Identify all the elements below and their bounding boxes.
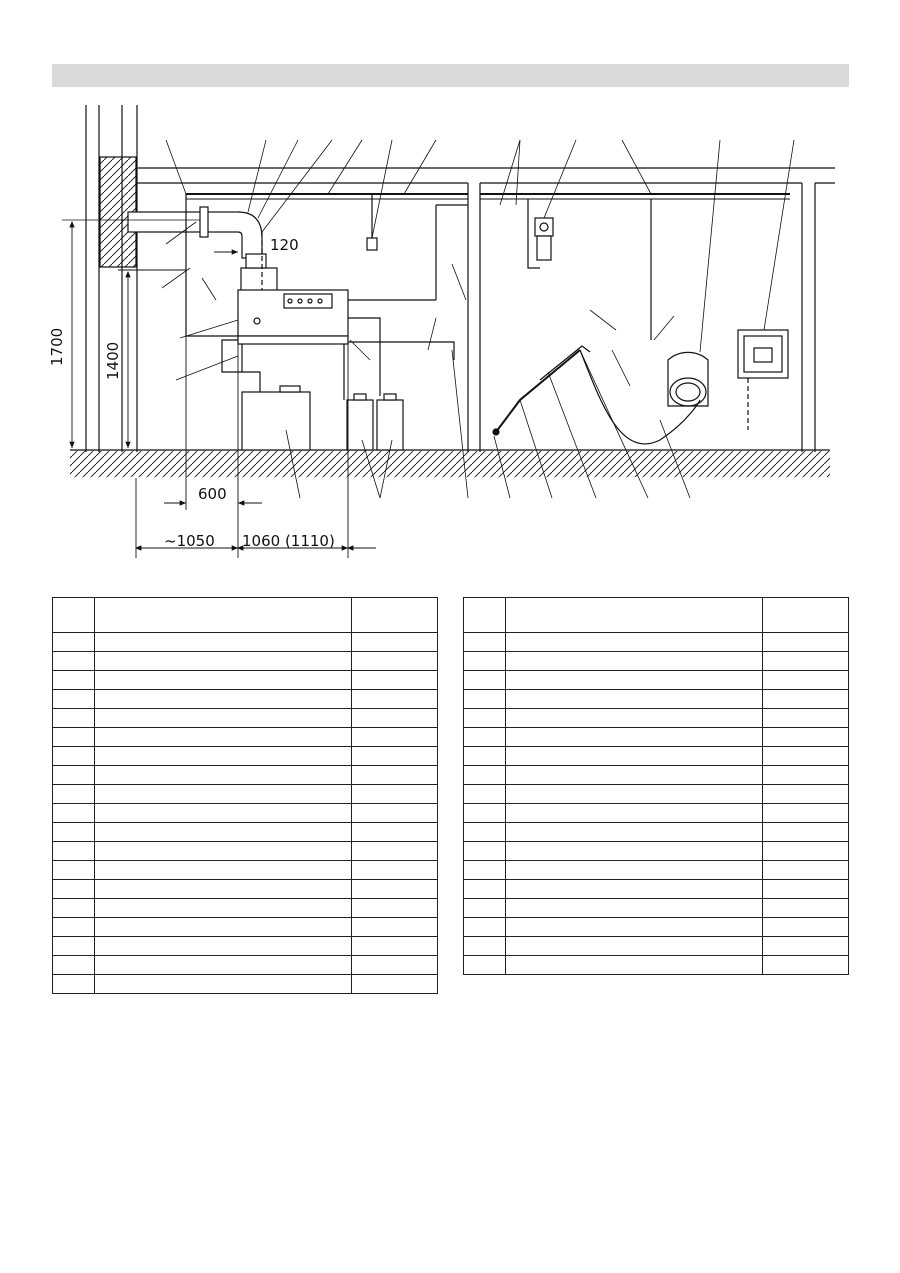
table-cell-num (464, 785, 506, 804)
table-cell-desc (506, 785, 763, 804)
main-unit (186, 270, 454, 400)
table-cell-num (464, 728, 506, 747)
table-cell-desc (95, 652, 352, 671)
table-row (464, 690, 849, 709)
table-cell-num (53, 728, 95, 747)
control-box-right (738, 330, 788, 430)
table-cell-qty (762, 804, 848, 823)
table-cell-num (53, 899, 95, 918)
dim-600: 600 (198, 485, 227, 503)
table-cell-num (53, 956, 95, 975)
table-cell-qty (351, 785, 437, 804)
table-cell-num (53, 804, 95, 823)
table-row (53, 899, 438, 918)
dim-120: 120 (270, 236, 299, 254)
building-walls (86, 105, 835, 452)
table-row (53, 747, 438, 766)
table-cell-qty (762, 823, 848, 842)
table-cell-num (53, 747, 95, 766)
table-cell-qty (762, 918, 848, 937)
table-cell-num (53, 975, 95, 994)
table-cell-num (53, 937, 95, 956)
table-cell-qty (351, 652, 437, 671)
table-cell-qty (351, 709, 437, 728)
table-cell-qty (351, 823, 437, 842)
table-cell-desc (95, 804, 352, 823)
table-cell-num (464, 804, 506, 823)
table-cell-desc (95, 956, 352, 975)
table-cell-num (53, 823, 95, 842)
table-row (464, 652, 849, 671)
table-cell-desc (95, 918, 352, 937)
table-row (53, 690, 438, 709)
table-cell-num (464, 956, 506, 975)
installation-drawing (0, 0, 900, 590)
table-row (53, 937, 438, 956)
table-row (464, 861, 849, 880)
table-cell-num (464, 766, 506, 785)
table-header-row (53, 598, 438, 633)
header-cell-qty (762, 598, 848, 633)
table-cell-desc (506, 633, 763, 652)
table-cell-desc (506, 918, 763, 937)
dim-1060: 1060 (1110) (242, 532, 335, 550)
table-cell-qty (762, 899, 848, 918)
hose-reel-left (668, 352, 708, 406)
table-cell-desc (506, 861, 763, 880)
table-cell-num (464, 918, 506, 937)
table-cell-num (53, 652, 95, 671)
table-cell-desc (506, 766, 763, 785)
table-cell-qty (762, 747, 848, 766)
table-cell-num (53, 633, 95, 652)
dim-1700: 1700 (48, 327, 66, 366)
table-row (464, 937, 849, 956)
table-cell-qty (762, 766, 848, 785)
table-cell-qty (762, 709, 848, 728)
table-row (464, 918, 849, 937)
table-cell-desc (95, 747, 352, 766)
table-header-row (464, 598, 849, 633)
tank (242, 386, 310, 450)
table-cell-desc (95, 861, 352, 880)
table-cell-desc (95, 633, 352, 652)
table-cell-desc (95, 842, 352, 861)
table-cell-desc (95, 785, 352, 804)
table-row (464, 956, 849, 975)
table-row (53, 728, 438, 747)
floor (70, 450, 830, 477)
table-cell-desc (506, 728, 763, 747)
table-body (53, 633, 438, 994)
table-cell-num (464, 709, 506, 728)
header-cell-desc (95, 598, 352, 633)
table-cell-qty (762, 652, 848, 671)
table-body (464, 633, 849, 975)
table-cell-num (53, 861, 95, 880)
table-row (53, 861, 438, 880)
table-cell-num (464, 690, 506, 709)
table-cell-qty (762, 956, 848, 975)
table-row (53, 766, 438, 785)
table-cell-num (464, 899, 506, 918)
table-cell-num (464, 880, 506, 899)
table-row (464, 709, 849, 728)
table-cell-qty (762, 690, 848, 709)
table-row (464, 766, 849, 785)
table-row (464, 880, 849, 899)
table-cell-qty (762, 861, 848, 880)
table-row (464, 842, 849, 861)
table-cell-desc (95, 690, 352, 709)
table-cell-desc (506, 937, 763, 956)
table-row (464, 747, 849, 766)
table-row (53, 804, 438, 823)
table-cell-qty (351, 728, 437, 747)
table-cell-num (53, 766, 95, 785)
table-cell-num (464, 861, 506, 880)
table-cell-qty (351, 804, 437, 823)
table-cell-qty (762, 937, 848, 956)
flue-pipe (62, 207, 262, 258)
table-cell-num (464, 842, 506, 861)
table-cell-desc (506, 880, 763, 899)
table-cell-qty (351, 918, 437, 937)
table-cell-desc (506, 671, 763, 690)
table-cell-desc (506, 899, 763, 918)
table-cell-num (464, 823, 506, 842)
table-cell-num (464, 671, 506, 690)
table-cell-desc (95, 823, 352, 842)
table-row (464, 804, 849, 823)
table-cell-desc (506, 956, 763, 975)
table-cell-qty (351, 633, 437, 652)
dim-1050: ~1050 (164, 532, 215, 550)
table-cell-desc (506, 747, 763, 766)
dimension-lines (72, 222, 376, 558)
table-row (53, 652, 438, 671)
table-cell-desc (506, 842, 763, 861)
table-cell-qty (351, 690, 437, 709)
header-cell-num (464, 598, 506, 633)
table-cell-desc (95, 899, 352, 918)
table-cell-num (464, 747, 506, 766)
table-cell-num (53, 842, 95, 861)
table-cell-qty (762, 671, 848, 690)
table-cell-num (53, 880, 95, 899)
table-row (53, 975, 438, 994)
table-cell-desc (95, 709, 352, 728)
table-cell-qty (351, 766, 437, 785)
table-row (53, 785, 438, 804)
table-cell-qty (351, 899, 437, 918)
table-row (464, 899, 849, 918)
table-cell-qty (762, 728, 848, 747)
table-cell-qty (351, 861, 437, 880)
parts-table-left (52, 597, 438, 994)
table-cell-qty (351, 880, 437, 899)
table-row (53, 823, 438, 842)
table-cell-num (53, 690, 95, 709)
table-cell-num (464, 937, 506, 956)
table-cell-qty (351, 842, 437, 861)
header-cell-desc (506, 598, 763, 633)
table-cell-desc (95, 766, 352, 785)
table-cell-desc (506, 690, 763, 709)
header-cell-qty (351, 598, 437, 633)
table-cell-desc (95, 671, 352, 690)
table-row (464, 785, 849, 804)
table-cell-num (464, 652, 506, 671)
table-cell-desc (506, 804, 763, 823)
table-cell-num (53, 709, 95, 728)
table-row (53, 709, 438, 728)
header-cell-num (53, 598, 95, 633)
parts-table-right (463, 597, 849, 975)
table-cell-desc (95, 937, 352, 956)
table-cell-desc (506, 652, 763, 671)
table-row (53, 671, 438, 690)
table-row (53, 918, 438, 937)
table-cell-num (53, 785, 95, 804)
table-row (53, 842, 438, 861)
table-cell-qty (762, 785, 848, 804)
table-row (53, 880, 438, 899)
table-cell-qty (762, 842, 848, 861)
table-row (53, 956, 438, 975)
table-row (464, 823, 849, 842)
table-cell-desc (95, 975, 352, 994)
table-cell-qty (351, 671, 437, 690)
table-cell-qty (351, 956, 437, 975)
table-row (464, 671, 849, 690)
table-cell-desc (95, 728, 352, 747)
table-cell-desc (506, 823, 763, 842)
table-cell-num (464, 633, 506, 652)
table-cell-qty (762, 633, 848, 652)
table-cell-qty (351, 937, 437, 956)
table-row (53, 633, 438, 652)
table-cell-qty (351, 975, 437, 994)
table-cell-qty (762, 880, 848, 899)
table-cell-num (53, 918, 95, 937)
table-cell-num (53, 671, 95, 690)
table-row (464, 633, 849, 652)
table-cell-desc (95, 880, 352, 899)
dim-1400: 1400 (104, 341, 122, 380)
table-cell-qty (351, 747, 437, 766)
table-row (464, 728, 849, 747)
detergent-canisters (347, 394, 403, 450)
table-cell-desc (506, 709, 763, 728)
